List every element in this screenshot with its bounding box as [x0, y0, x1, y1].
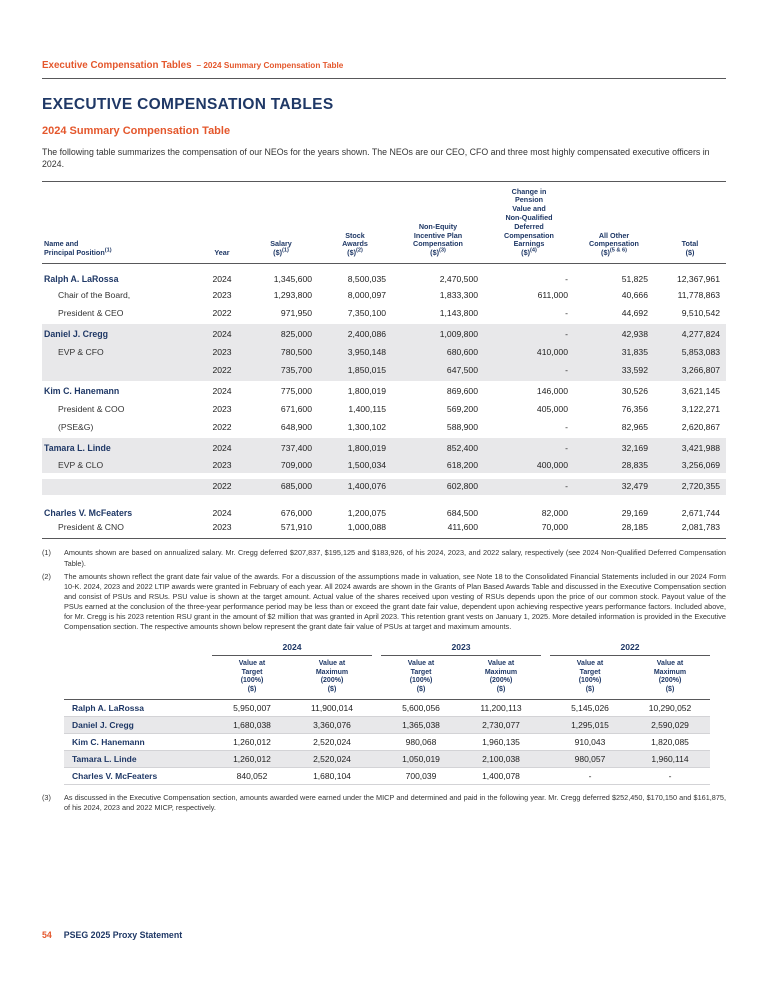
- cell-total: 9,510,542: [681, 308, 720, 319]
- cell-stock: 1,800,019: [318, 438, 392, 457]
- cell-salary: 1,293,800: [273, 290, 312, 301]
- cell-psu-value: -: [550, 767, 630, 784]
- cell-other: 42,938: [574, 324, 654, 343]
- cell-neip: 1,143,800: [439, 308, 478, 319]
- cell-neip: 618,200: [392, 457, 484, 476]
- cell-pension: 70,000: [484, 520, 574, 539]
- cell-pension: 611,000: [537, 290, 568, 301]
- cell-pension: 405,000: [536, 404, 568, 415]
- executive-position: Chair of the Board,: [58, 290, 131, 301]
- cell-psu-value: 910,043: [550, 733, 630, 750]
- footnote-text: Amounts shown are based on annualized salary. Mr. Cregg deferred $207,837, $195,125 and $183,926, of his 2024, 2023, and 2022 salary, respectively (see 2024 Non-Qualified Deferred Compensation Table).: [64, 548, 726, 568]
- column-header: Non-Equity Incentive Plan Compensation ($)$^{(3)}$: [392, 181, 484, 263]
- cell-year: 2023: [212, 404, 232, 415]
- cell-year: 2024: [212, 273, 232, 284]
- cell-total: 2,081,783: [654, 520, 726, 539]
- cell-neip: 1,009,800: [392, 324, 484, 343]
- cell-year: 2023: [200, 343, 244, 362]
- cell-pension: -: [484, 476, 574, 500]
- cell-salary: 737,400: [244, 438, 318, 457]
- cell-psu-value: -: [630, 767, 710, 784]
- table-row: [42, 263, 726, 286]
- cell-neip: 411,600: [392, 520, 484, 539]
- psu-table-body: [64, 640, 710, 784]
- cell-salary: 676,000: [244, 499, 318, 520]
- cell-total: 2,620,867: [681, 422, 720, 433]
- cell-neip: 680,600: [392, 343, 484, 362]
- cell-year: 2023: [200, 457, 244, 476]
- cell-stock: 1,500,034: [318, 457, 392, 476]
- gap-cell: [372, 640, 381, 656]
- cell-psu-value: 10,290,052: [630, 699, 710, 716]
- year-group-header: 2022: [550, 640, 710, 656]
- cell-stock: 8,000,097: [347, 290, 386, 301]
- cell-psu-value: 2,520,024: [292, 750, 372, 767]
- running-header-subsection: – 2024 Summary Compensation Table: [196, 61, 344, 70]
- cell-psu-value: 840,052: [212, 767, 292, 784]
- cell-total: 4,277,824: [654, 324, 726, 343]
- executive-position: EVP & CFO: [42, 343, 200, 362]
- column-header: Name and Principal Position$^{(1)}$: [42, 181, 200, 263]
- summary-compensation-table: [42, 181, 726, 540]
- cell-year: 2022: [200, 476, 244, 500]
- main-table-body: [42, 263, 726, 539]
- cell-stock: 2,400,086: [318, 324, 392, 343]
- cell-other: 51,825: [621, 273, 648, 284]
- table-row: [42, 499, 726, 520]
- gap-cell: [372, 767, 381, 784]
- cell-psu-value: 2,100,038: [461, 750, 541, 767]
- page-footer: [42, 925, 182, 943]
- column-header: Stock Awards ($)$^{(2)}$: [318, 181, 392, 263]
- cell-stock: 1,850,015: [318, 362, 392, 381]
- executive-name: Charles V. McFeaters: [42, 499, 200, 520]
- cell-other: 32,169: [574, 438, 654, 457]
- cell-total: 12,367,961: [676, 273, 720, 284]
- cell-psu-value: 11,200,113: [461, 699, 541, 716]
- cell-psu-value: 700,039: [381, 767, 461, 784]
- psu-grant-value-table: [64, 640, 710, 784]
- cell-salary: 571,910: [244, 520, 318, 539]
- table-row: [42, 362, 726, 381]
- footnote-2: [42, 572, 726, 633]
- cell-psu-value: 5,600,056: [381, 699, 461, 716]
- cell-psu-value: 1,050,019: [381, 750, 461, 767]
- executive-name: Daniel J. Cregg: [64, 716, 212, 733]
- cell-psu-value: 5,145,026: [550, 699, 630, 716]
- cell-neip: 1,833,300: [439, 290, 478, 301]
- gap-cell: [541, 716, 550, 733]
- psu-table-row: [64, 733, 710, 750]
- footnotes: [42, 548, 726, 812]
- cell-stock: 1,000,088: [318, 520, 392, 539]
- executive-name: Tamara L. Linde: [64, 750, 212, 767]
- cell-psu-value: 2,590,029: [630, 716, 710, 733]
- cell-other: 33,592: [574, 362, 654, 381]
- footnote-marker: (3): [42, 792, 51, 802]
- value-at-target-header: Value at Target (100%) ($): [381, 656, 461, 699]
- gap-cell: [372, 733, 381, 750]
- cell-salary: 825,000: [244, 324, 318, 343]
- cell-other: 29,169: [574, 499, 654, 520]
- cell-other: 76,356: [621, 404, 648, 415]
- table-row: [42, 457, 726, 476]
- table-row: [42, 324, 726, 343]
- cell-psu-value: 3,360,076: [292, 716, 372, 733]
- cell-pension: 410,000: [484, 343, 574, 362]
- blank-cell: [64, 640, 212, 656]
- footnote-marker: (1): [42, 548, 51, 558]
- cell-neip: 2,470,500: [439, 273, 478, 284]
- cell-salary: 648,900: [280, 422, 312, 433]
- executive-name: Daniel J. Cregg: [42, 324, 200, 343]
- gap-cell: [372, 656, 381, 699]
- cell-neip: 588,900: [446, 422, 478, 433]
- cell-year: 2022: [212, 308, 232, 319]
- column-header: Total ($): [654, 181, 726, 263]
- cell-year: 2024: [200, 438, 244, 457]
- value-at-target-header: Value at Target (100%) ($): [212, 656, 292, 699]
- page-title: EXECUTIVE COMPENSATION TABLES: [42, 96, 334, 113]
- cell-salary: 1,345,600: [273, 273, 312, 284]
- psu-year-header-row: [64, 640, 710, 656]
- executive-name: Ralph A. LaRossa: [64, 699, 212, 716]
- cell-psu-value: 2,730,077: [461, 716, 541, 733]
- gap-cell: [372, 699, 381, 716]
- cell-neip: 869,600: [446, 386, 478, 397]
- cell-pension: -: [484, 362, 574, 381]
- cell-other: 82,965: [621, 422, 648, 433]
- footer-label: PSEG 2025 Proxy Statement: [63, 930, 183, 940]
- cell-total: 2,720,355: [654, 476, 726, 500]
- cell-other: 31,835: [574, 343, 654, 362]
- value-at-maximum-header: Value at Maximum (200%) ($): [461, 656, 541, 699]
- value-at-maximum-header: Value at Maximum (200%) ($): [292, 656, 372, 699]
- cell-stock: 1,400,115: [348, 404, 386, 415]
- table-row: [42, 400, 726, 419]
- cell-stock: 1,300,102: [347, 422, 386, 433]
- gap-cell: [541, 767, 550, 784]
- table-row: [42, 438, 726, 457]
- cell-psu-value: 980,057: [550, 750, 630, 767]
- cell-salary: 709,000: [244, 457, 318, 476]
- cell-psu-value: 1,260,012: [212, 733, 292, 750]
- cell-psu-value: 980,068: [381, 733, 461, 750]
- table-row: [42, 381, 726, 400]
- cell-other: 28,185: [574, 520, 654, 539]
- gap-cell: [372, 750, 381, 767]
- cell-psu-value: 1,820,085: [630, 733, 710, 750]
- running-header: [42, 55, 726, 73]
- gap-cell: [372, 716, 381, 733]
- executive-name: Kim C. Hanemann: [44, 386, 120, 397]
- cell-neip: 569,200: [446, 404, 478, 415]
- value-at-target-header: Value at Target (100%) ($): [550, 656, 630, 699]
- cell-neip: 684,500: [392, 499, 484, 520]
- cell-salary: 971,950: [280, 308, 312, 319]
- cell-stock: 3,950,148: [318, 343, 392, 362]
- cell-year: 2023: [212, 290, 232, 301]
- column-header: All Other Compensation ($)$^{(5 \& 6)}$: [574, 181, 654, 263]
- footnote-text: The amounts shown reflect the grant date fair value of the awards. For a discussion of the assumptions made in valuation, see Note 18 to the Consolidated Financial Statements included in our 2024 Form 10-K. 2024, 2023 and 2022 LTIP awards were granted in February of each year. All 2024 awards are shown in the Grants of Plan Based Awards Table and discussed in the Executive Compensation section and consist of PSUs and RSUs. PSU value is shown at the target amount. Actual value of the shares received upon vesting of RSUs depends upon the price of our common stock. Payout value of the PSUs earned at the conclusion of the three-year performance period may be less than or exceed the grant date fair value, dependent upon achieving respective years performance factors. Included above, for Mr. Cregg is his 2023 retention RSU grant in the amount of $2 million that was granted in April 2023. This retention grant vests on January 1, 2025. More detailed information is provided in the Executive Compensation section. The respective amounts shown below represent the grant date fair value of PSUs at target and maximum amounts.: [64, 571, 726, 632]
- cell-psu-value: 1,400,078: [461, 767, 541, 784]
- cell-psu-value: 1,680,104: [292, 767, 372, 784]
- main-table-header-row: [42, 181, 726, 263]
- cell-psu-value: 1,365,038: [381, 716, 461, 733]
- cell-psu-value: 1,295,015: [550, 716, 630, 733]
- cell-total: 3,256,069: [654, 457, 726, 476]
- cell-psu-value: 2,520,024: [292, 733, 372, 750]
- cell-psu-value: 1,960,114: [630, 750, 710, 767]
- cell-stock: 8,500,035: [347, 273, 386, 284]
- executive-position: [42, 476, 200, 500]
- cell-other: 44,692: [621, 308, 648, 319]
- executive-position: President & CEO: [58, 308, 124, 319]
- cell-salary: 671,600: [280, 404, 312, 415]
- page-number: 54: [42, 930, 52, 940]
- cell-salary: 685,000: [244, 476, 318, 500]
- cell-neip: 602,800: [392, 476, 484, 500]
- cell-pension: -: [565, 308, 568, 319]
- cell-pension: -: [484, 438, 574, 457]
- cell-pension: -: [565, 273, 568, 284]
- cell-year: 2024: [212, 386, 232, 397]
- psu-table-row: [64, 699, 710, 716]
- executive-position: President & COO: [58, 404, 125, 415]
- executive-position: (PSE&G): [58, 422, 94, 433]
- executive-name: Charles V. McFeaters: [64, 767, 212, 784]
- cell-year: 2023: [200, 520, 244, 539]
- cell-stock: 1,400,076: [318, 476, 392, 500]
- cell-pension: 146,000: [536, 386, 568, 397]
- cell-psu-value: 5,950,007: [212, 699, 292, 716]
- cell-other: 32,479: [574, 476, 654, 500]
- main-table-head: [42, 181, 726, 263]
- table-row: [42, 520, 726, 539]
- executive-position: [42, 362, 200, 381]
- footnote-1: [42, 548, 726, 568]
- cell-pension: -: [484, 324, 574, 343]
- cell-psu-value: 1,680,038: [212, 716, 292, 733]
- cell-year: 2024: [200, 499, 244, 520]
- running-header-section: Executive Compensation Tables: [42, 60, 192, 71]
- gap-cell: [541, 656, 550, 699]
- psu-subheader-row: [64, 656, 710, 699]
- psu-table-row: [64, 750, 710, 767]
- cell-total: 3,621,145: [681, 386, 720, 397]
- cell-total: 5,853,083: [654, 343, 726, 362]
- cell-other: 30,526: [621, 386, 648, 397]
- cell-psu-value: 1,260,012: [212, 750, 292, 767]
- psu-table-row: [64, 767, 710, 784]
- cell-psu-value: 11,900,014: [292, 699, 372, 716]
- cell-salary: 780,500: [244, 343, 318, 362]
- cell-neip: 647,500: [392, 362, 484, 381]
- cell-other: 28,835: [574, 457, 654, 476]
- cell-total: 3,421,988: [654, 438, 726, 457]
- intro-paragraph: The following table summarizes the compensation of our NEOs for the years shown. The NEOs are our CEO, CFO and three most highly compensated executive officers in 2024.: [42, 147, 710, 170]
- gap-cell: [541, 640, 550, 656]
- cell-year: 2022: [212, 422, 232, 433]
- gap-cell: [541, 699, 550, 716]
- footnote-3: [42, 793, 726, 813]
- cell-neip: 852,400: [392, 438, 484, 457]
- cell-year: 2022: [200, 362, 244, 381]
- cell-other: 40,666: [621, 290, 648, 301]
- cell-stock: 1,200,075: [318, 499, 392, 520]
- cell-stock: 7,350,100: [347, 308, 386, 319]
- executive-name: Ralph A. LaRossa: [44, 273, 119, 284]
- cell-salary: 735,700: [244, 362, 318, 381]
- table-row: [42, 343, 726, 362]
- year-group-header: 2024: [212, 640, 372, 656]
- executive-name: Kim C. Hanemann: [64, 733, 212, 750]
- year-group-header: 2023: [381, 640, 541, 656]
- cell-pension: 82,000: [484, 499, 574, 520]
- gap-cell: [541, 750, 550, 767]
- table-row: [42, 305, 726, 324]
- blank-cell: [64, 656, 212, 699]
- cell-pension: 400,000: [484, 457, 574, 476]
- footnote-marker: (2): [42, 571, 51, 581]
- footnote-text: As discussed in the Executive Compensation section, amounts awarded were earned under the MICP and determined and paid in the following year. Mr. Cregg deferred $252,450, $170,150 and $161,875, of his 2024, 2023 and 2022 MICP, respectively.: [64, 792, 726, 812]
- gap-cell: [541, 733, 550, 750]
- cell-salary: 775,000: [280, 386, 312, 397]
- cell-pension: -: [565, 422, 568, 433]
- table-row: [42, 286, 726, 305]
- cell-total: 3,122,271: [681, 404, 720, 415]
- column-header: Salary ($)$^{(1)}$: [244, 181, 318, 263]
- table-row: [42, 476, 726, 500]
- column-header: Change in Pension Value and Non-Qualified Deferred Compensation Earnings ($)$^{(4)}$: [484, 181, 574, 263]
- cell-psu-value: 1,960,135: [461, 733, 541, 750]
- section-subtitle: 2024 Summary Compensation Table: [42, 125, 231, 137]
- column-header: Year: [200, 181, 244, 263]
- executive-position: EVP & CLO: [42, 457, 200, 476]
- table-row: [42, 419, 726, 438]
- executive-name: Tamara L. Linde: [42, 438, 200, 457]
- cell-total: 11,778,863: [677, 290, 720, 301]
- header-rule: [42, 78, 726, 79]
- value-at-maximum-header: Value at Maximum (200%) ($): [630, 656, 710, 699]
- executive-position: President & CNO: [42, 520, 200, 539]
- cell-stock: 1,800,019: [347, 386, 386, 397]
- cell-year: 2024: [200, 324, 244, 343]
- psu-table-row: [64, 716, 710, 733]
- cell-total: 2,671,744: [654, 499, 726, 520]
- cell-total: 3,266,807: [654, 362, 726, 381]
